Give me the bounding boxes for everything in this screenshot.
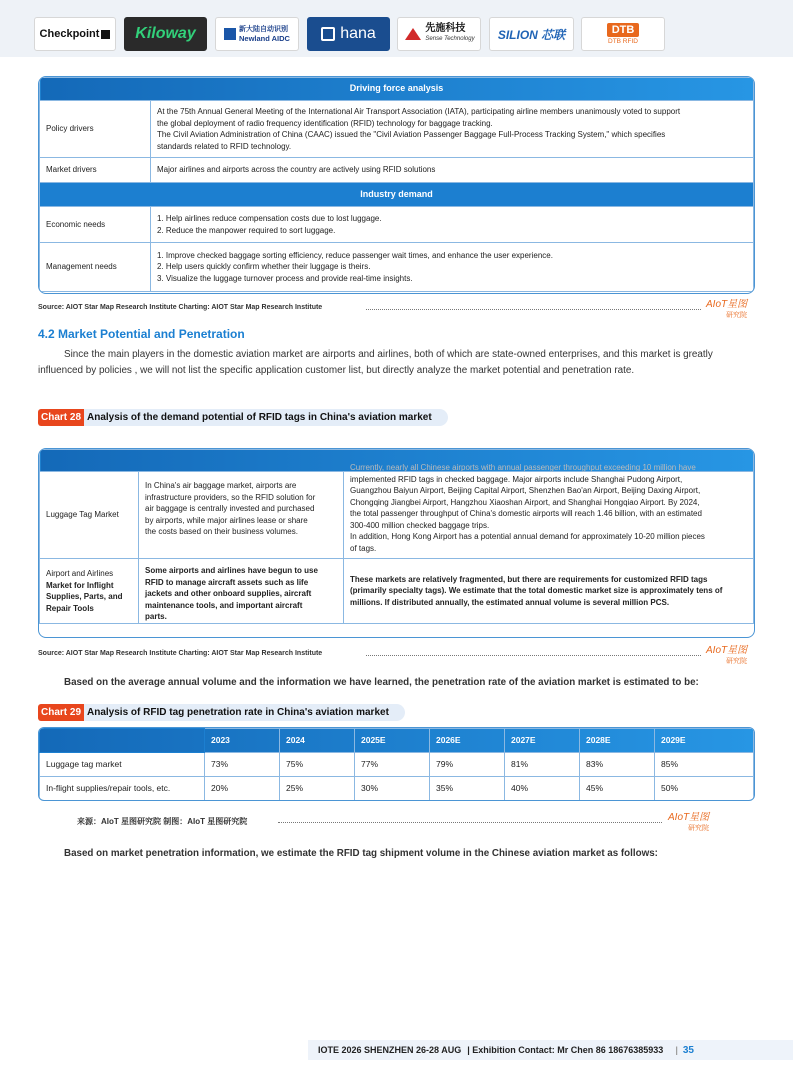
year-header: 2027E [505,729,580,753]
chart-title [38,704,405,721]
year-header: 2028E [580,729,655,753]
kiloway-logo: Kiloway [124,17,207,51]
page-number: 35 [682,1044,694,1056]
rate-cell: 35% [430,777,505,801]
table-subtitle: Industry demand [40,183,754,207]
paragraph: Since the main players in the domestic aviation market are airports and airlines, both of which are state-owned enterprises, and this market is greatly influenced by policies , we will not list the specific application customer list, but directly analyze the market potential and penetration rate. [38,349,713,376]
rate-cell: 30% [355,777,430,801]
dtb-rfid-logo: DTB DTB RFID [581,17,665,51]
newland-aidc-logo: 新大陆自动识别 Newland AIDC [215,17,299,51]
row-label: In-flight supplies/repair tools, etc. [40,777,205,801]
page-footer: IOTE 2026 SHENZHEN 26-28 AUG | Exhibition Contact: Mr Chen 86 18676385933 | 35 [308,1040,793,1060]
contact-info: | Exhibition Contact: Mr Chen 86 18676385933 [467,1045,664,1055]
row-content: 1. Improve checked baggage sorting efficiency, reduce passenger wait times, and enhance the user experience. 2. Help users quickly confirm whether their luggage is theirs. 3. Visualize the luggage turnover process and provide real-time insights. [151,243,754,292]
rate-cell: 77% [355,753,430,777]
row-label: Management needs [40,243,151,292]
silion-logo: SILION 芯联 [489,17,574,51]
row-analysis: Currently, nearly all Chinese airports with annual passenger throughput exceeding 10 million have implemented RFID tags in checked baggage. Major airports include Shanghai Pudong Airport, Guangzhou Baiyun Airport, Beijing Capital Airport, Shenzhen Bao'an Airport, Beijing Daxing Airport, Chongqing Jiangbei Airport, Hangzhou Xiaoshan Airport, and Shanghai Hongqiao Airport. By 2024, the total passenger throughput of China's domestic airports will reach 1.46 billion, with an estimated 300-400 million checked baggage trips. In addition, Hong Kong Airport has a potential annual demand for approximately 10-20 million pieces of tags. [344,472,754,559]
row-description: In China's air baggage market, airports are infrastructure providers, so the RFID solution for air baggage is centrally invested and purchased by airports, while major airlines lease or share the costs based on their business volumes. [139,472,344,559]
aiot-watermark [704,643,754,663]
chart-title-text: Analysis of RFID tag penetration rate in China's aviation market [84,704,405,721]
year-header: 2025E [355,729,430,753]
table-subheader-row [40,183,754,207]
rate-cell: 45% [580,777,655,801]
row-label: Market drivers [40,158,151,183]
table-row [40,777,754,801]
sponsor-logo-bar [0,0,793,57]
year-header: 2026E [430,729,505,753]
svg-text:研究院: 研究院 [688,824,709,832]
svg-text:AIoT星图: AIoT星图 [668,812,710,823]
dotted-divider [366,309,701,310]
paragraph: Based on the average annual volume and the information we have learned, the penetration rate of the aviation market is estimated to be: [64,677,699,688]
checkpoint-mark-icon [101,30,110,39]
hana-mark-icon [321,27,335,41]
row-label: Airport and Airlines Market for Inflight Supplies, Parts, and Repair Tools [40,559,139,624]
source-caption: 来源：AIoT 星图研究院 制图：AIoT 星图研究院 [77,817,248,826]
svg-text:AIoT星图: AIoT星图 [706,299,748,310]
table-row [40,101,754,158]
chart-title-text: Analysis of the demand potential of RFID tags in China's aviation market [84,409,448,426]
rate-cell: 40% [505,777,580,801]
source-caption: Source: AIOT Star Map Research Institute Charting: AIOT Star Map Research Institute [38,304,323,311]
table-header-row [40,78,754,101]
row-analysis: These markets are relatively fragmented, but there are requirements for customized RFID tags (primarily specialty tags). We estimate that the total domestic market size is approximately tens of millions. If distributed annually, the estimated annual volume is several million PCS. [344,559,754,624]
rate-cell: 75% [280,753,355,777]
table-row [40,207,754,243]
rate-cell: 50% [655,777,754,801]
sense-mark-icon [403,26,423,42]
rate-cell: 83% [580,753,655,777]
table-row [40,559,754,624]
rate-cell: 81% [505,753,580,777]
aiot-logo-icon [704,297,754,319]
aiot-logo-icon [666,810,716,832]
row-content: At the 75th Annual General Meeting of the International Air Transport Association (IATA), participating airline members unanimously voted to support the global deployment of radio frequency identification (RFID) technology for baggage tracking. The Civil Aviation Administration of China (CAAC) issued the "Civil Aviation Passenger Baggage Full-Process Tracking System," which specifies standards related to RFID technology. [151,101,754,158]
newland-mark-icon [224,28,236,40]
rate-cell: 20% [205,777,280,801]
driving-force-table [38,76,755,294]
table-row [40,753,754,777]
checkpoint-logo: Checkpoint [34,17,116,51]
rate-cell: 79% [430,753,505,777]
dotted-divider [366,655,701,656]
svg-text:AIoT星图: AIoT星图 [706,645,748,656]
aiot-logo-icon [704,643,754,665]
year-header: 2029E [655,729,754,753]
section-heading: 4.2 Market Potential and Penetration [38,327,245,341]
svg-text:研究院: 研究院 [726,311,747,319]
year-header: 2024 [280,729,355,753]
row-description: Some airports and airlines have begun to use RFID to manage aircraft assets such as life jackets and other onboard supplies, aircraft maintenance tools, and important aircraft parts. [139,559,344,624]
source-caption: Source: AIOT Star Map Research Institute Charting: AIOT Star Map Research Institute [38,650,323,657]
rate-cell: 85% [655,753,754,777]
rate-cell: 25% [280,777,355,801]
row-label: Luggage Tag Market [40,472,139,559]
chart-title [38,409,448,426]
aiot-watermark [666,810,716,830]
corner-cell [40,729,205,753]
chart-badge: Chart 28 [38,409,84,426]
aiot-watermark [704,297,754,317]
chart-badge: Chart 29 [38,704,84,721]
table-row [40,158,754,183]
table-row [40,472,754,559]
event-name: IOTE 2026 SHENZHEN 26-28 AUG [318,1045,462,1055]
sense-technology-logo: 先施科技 Sense Technology [397,17,481,51]
hana-logo: hana [307,17,390,51]
row-content: 1. Help airlines reduce compensation costs due to lost luggage. 2. Reduce the manpower required to sort luggage. [151,207,754,243]
table-row [40,243,754,292]
rate-cell: 73% [205,753,280,777]
year-header: 2023 [205,729,280,753]
row-label: Policy drivers [40,101,151,158]
table-header-row [40,729,754,753]
row-label: Luggage tag market [40,753,205,777]
demand-potential-table [38,448,755,638]
paragraph: Based on market penetration information, we estimate the RFID tag shipment volume in the Chinese aviation market as follows: [64,848,658,859]
penetration-rate-table [38,727,755,801]
dotted-divider [278,822,662,823]
svg-text:研究院: 研究院 [726,657,747,665]
table-title: Driving force analysis [40,78,754,101]
row-content: Major airlines and airports across the country are actively using RFID solutions [151,158,754,183]
row-label: Economic needs [40,207,151,243]
